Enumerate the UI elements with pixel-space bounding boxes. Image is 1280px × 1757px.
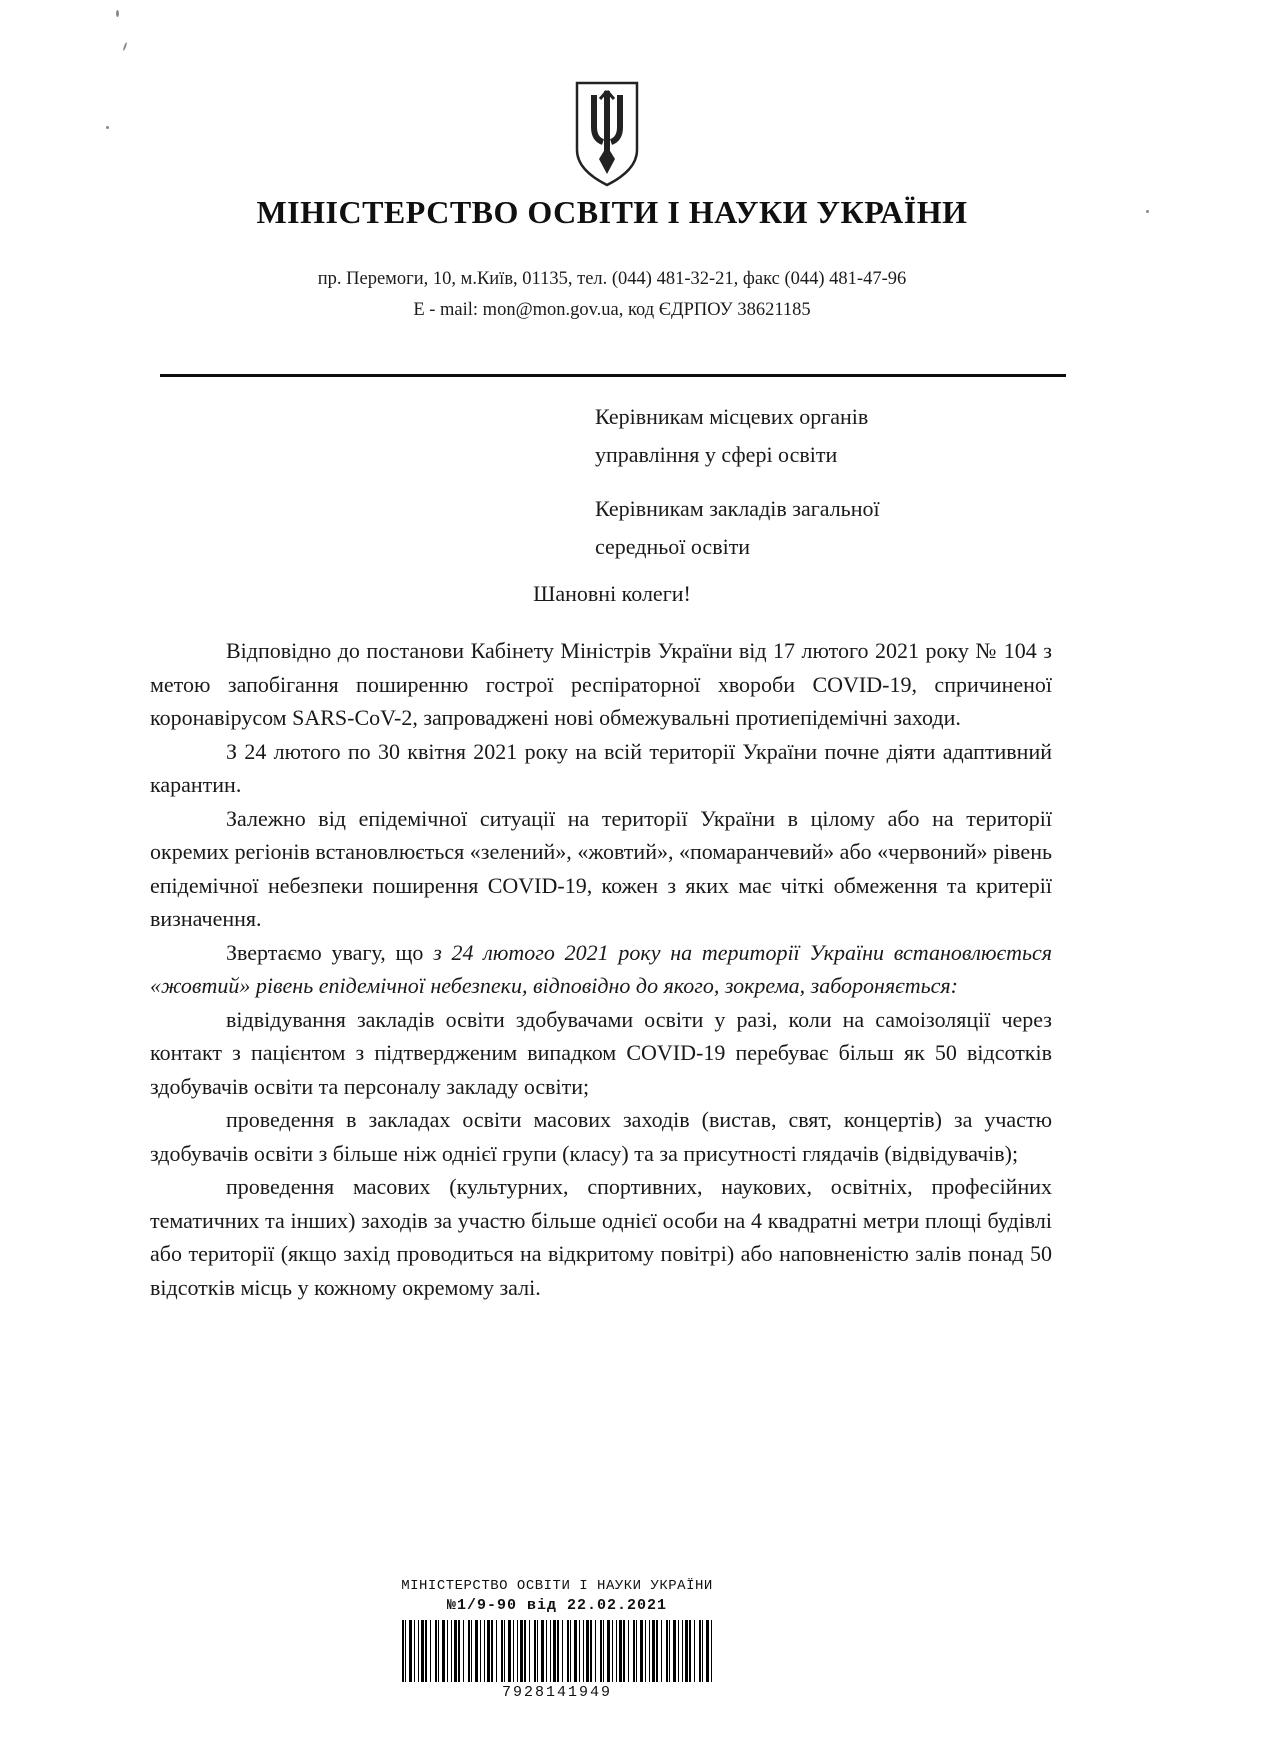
stamp-ministry-name: МІНІСТЕРСТВО ОСВІТИ І НАУКИ УКРАЇНИ	[401, 1578, 713, 1594]
paragraph-ban-attendance: відвідування закладів освіти здобувачами освіти у разі, коли на самоізоляції через контакт з пацієнтом з підтвердженим випадком COVID-19 перебуває більш як 50 відсотків здобувачів освіти та персоналу закладу освіти;	[150, 1006, 1052, 1099]
scan-artifact	[123, 42, 128, 51]
paragraph-quarantine-dates: З 24 лютого по 30 квітня 2021 року на всій території України почне діяти адаптивний карантин.	[150, 738, 1052, 797]
paragraph-ban-school-events: проведення в закладах освіти масових заходів (вистав, свят, концертів) за участю здобувачів освіти з більше ніж однієї групи (класу) та за присутності глядачів (відвідувачів);	[150, 1107, 1052, 1166]
ministry-address-line: пр. Перемоги, 10, м.Київ, 01135, тел. (044) 481-32-21, факс (044) 481-47-96	[317, 269, 907, 289]
salutation: Шановні колеги!	[533, 581, 691, 606]
ministry-title: МІНІСТЕРСТВО ОСВІТИ І НАУКИ УКРАЇНИ	[256, 194, 968, 230]
paragraph-ban-mass-events: проведення масових (культурних, спортивних, наукових, освітніх, професійних тематичних та інших) заходів за участю більше однієї особи на 4 квадратні метри площі будівлі або території (якщо захід проводиться на відкритому повітрі) або наповненістю залів понад 50 відсотків місць у кожному окремому залі.	[150, 1174, 1052, 1300]
ukraine-trident-emblem	[574, 80, 640, 188]
barcode	[402, 1620, 712, 1682]
recipient-local-authorities: Керівникам місцевих органів управління у сфері освіти	[595, 404, 869, 467]
stamp-reference-number: №1/9-90 від 22.02.2021	[446, 1597, 668, 1614]
recipients-block	[595, 398, 960, 566]
paragraph-epidemic-levels: Залежно від епідемічної ситуації на території України в цілому або на території окремих регіонів встановлюється «зелений», «жовтий», «помаранчевий» або «червоний» рівень епідемічної небезпеки поширення COVID-19, кожен з яких має чіткі обмеження та критерії визначення.	[150, 805, 1052, 931]
scan-artifact	[116, 10, 119, 17]
registration-stamp	[394, 1578, 720, 1701]
paragraph-yellow-level-emphasis: з 24 лютого 2021 року на території України встановлюється «жовтий» рівень епідемічної небезпеки, відповідно до якого, зокрема, забороняється:	[150, 939, 1052, 998]
paragraph-yellow-level	[150, 936, 1052, 1003]
scan-artifact	[1146, 210, 1149, 213]
paragraph-yellow-level-lead: Звертаємо увагу, що	[226, 939, 434, 965]
scan-artifact	[106, 126, 109, 129]
letter-body	[150, 634, 1052, 1304]
recipient-school-heads: Керівникам закладів загальної середньої освіти	[595, 496, 880, 559]
ministry-email-line: E - mail: mon@mon.gov.ua, код ЄДРПОУ 38621185	[413, 300, 811, 320]
barcode-number: 7928141949	[501, 1684, 612, 1701]
ministry-contact-block	[150, 264, 1074, 326]
header-divider	[160, 374, 1066, 377]
paragraph-resolution: Відповідно до постанови Кабінету Міністрів України від 17 лютого 2021 року № 104 з метою запобігання поширенню гострої респіраторної хвороби COVID-19, спричиненої коронавірусом SARS-CoV-2, запроваджені нові обмежувальні протиепідемічні заходи.	[150, 638, 1052, 730]
